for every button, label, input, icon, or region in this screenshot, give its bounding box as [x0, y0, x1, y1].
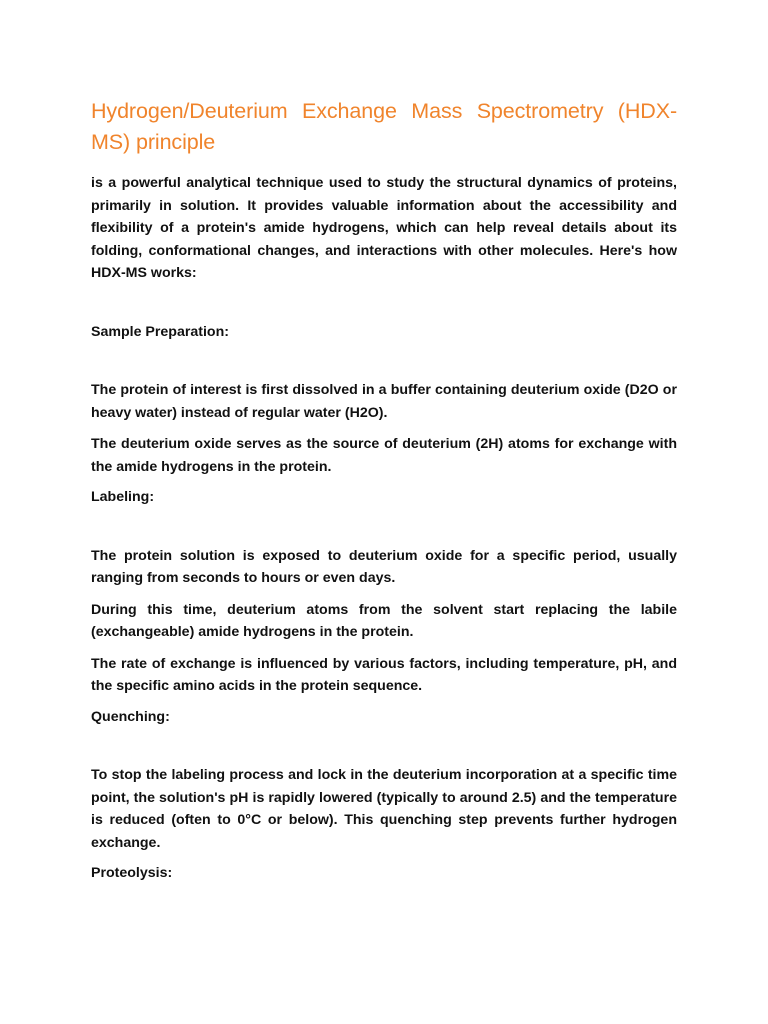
sample-preparation-paragraph-1: The protein of interest is first dissolved in a buffer containing deuterium oxide (D2O or heavy water) instead of regular water (H2O).: [91, 382, 677, 421]
sample-preparation-paragraph-2: The deuterium oxide serves as the source of deuterium (2H) atoms for exchange with the amide hydrogens in the protein.: [91, 436, 677, 475]
section-heading-proteolysis: Proteolysis:: [91, 865, 173, 881]
section-heading-labeling: Labeling:: [91, 489, 155, 505]
section-heading-quenching: Quenching:: [91, 708, 170, 725]
intro-paragraph: is a powerful analytical technique used to study the structural dynamics of proteins, primarily in solution. It provides valuable information about the accessibility and flexibility of a protein's amide hydrogens, which can help reveal details about its folding, conformational changes, and interactions with other molecules. Here's how HDX-MS works:: [91, 175, 677, 281]
labeling-paragraph-1: The protein solution is exposed to deuterium oxide for a specific period, usually ranging from seconds to hours or even days.: [91, 547, 677, 586]
section-heading-sample-preparation: Sample Preparation:: [91, 323, 229, 340]
document-page: [91, 96, 677, 885]
document-title: Hydrogen/Deuterium Exchange Mass Spectrometry (HDX-MS) principle: [91, 99, 677, 154]
labeling-paragraph-2: During this time, deuterium atoms from the solvent start replacing the labile (exchangeable) amide hydrogens in the protein.: [91, 601, 677, 640]
labeling-paragraph-3: The rate of exchange is influenced by various factors, including temperature, pH, and the specific amino acids in the protein sequence.: [91, 655, 677, 694]
quenching-paragraph-1: To stop the labeling process and lock in the deuterium incorporation at a specific time point, the solution's pH is rapidly lowered (typically to around 2.5) and the temperature is reduced (often to 0°C or below). This quenching step prevents further hydrogen exchange.: [91, 767, 677, 851]
